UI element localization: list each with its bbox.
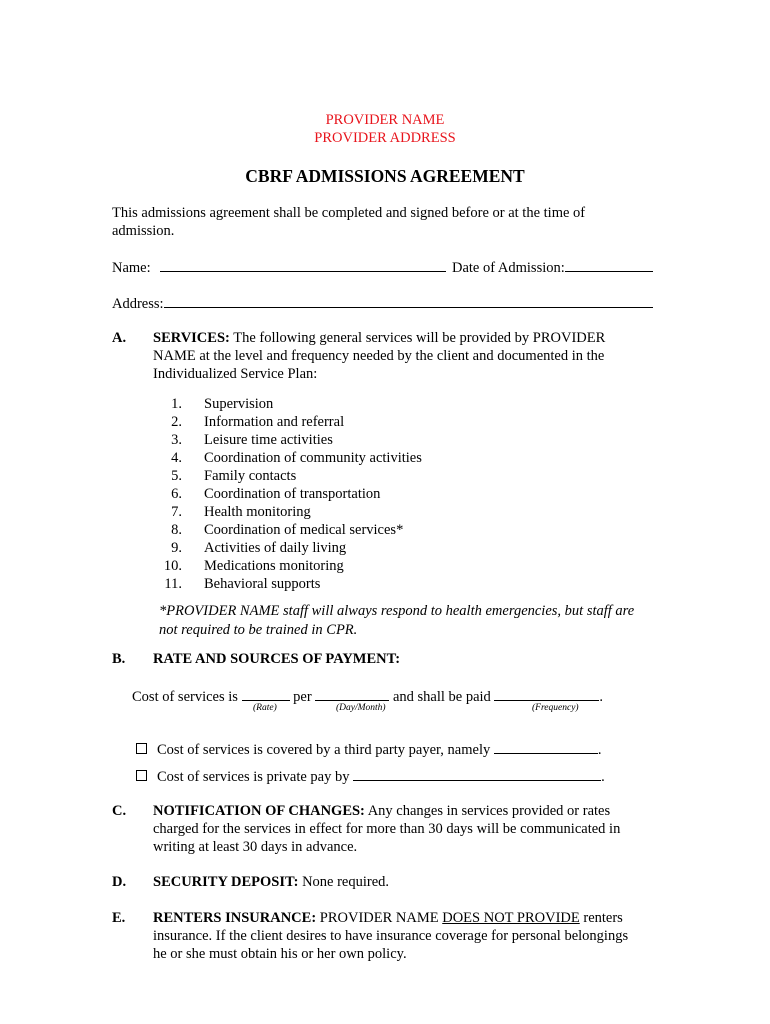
service-item-number: 4. bbox=[171, 450, 182, 466]
day-month-input-line[interactable] bbox=[315, 687, 389, 701]
service-item-label: Activities of daily living bbox=[204, 540, 347, 556]
service-item-number: 5. bbox=[171, 468, 182, 484]
private-pay-option: Cost of services is private pay by . bbox=[136, 767, 605, 786]
service-item bbox=[160, 540, 347, 558]
section-c-text-2: charged for the services in effect for more than 30 days will be communicated in bbox=[153, 821, 621, 837]
section-d-heading: SECURITY DEPOSIT: bbox=[153, 874, 299, 890]
service-item-label: Medications monitoring bbox=[204, 558, 344, 574]
frequency-input-line[interactable] bbox=[494, 687, 599, 701]
rate-input-line[interactable] bbox=[242, 687, 290, 701]
service-item bbox=[160, 414, 345, 432]
service-item-number: 6. bbox=[171, 486, 182, 502]
private-pay-checkbox[interactable] bbox=[136, 770, 147, 781]
section-c-text-3: writing at least 30 days in advance. bbox=[153, 839, 358, 855]
intro-line-2: admission. bbox=[112, 223, 175, 239]
section-c-text-1: Any changes in services provided or rates bbox=[364, 803, 611, 819]
rate-caption: (Rate) bbox=[253, 703, 277, 713]
third-party-checkbox[interactable] bbox=[136, 743, 147, 754]
third-party-label: Cost of services is covered by a third party payer, namely bbox=[157, 742, 494, 758]
service-item bbox=[160, 522, 404, 540]
section-e-text-1a: PROVIDER NAME bbox=[316, 910, 443, 926]
address-field-row bbox=[112, 294, 653, 313]
service-item-number: 7. bbox=[171, 504, 182, 520]
section-a-text-3: Individualized Service Plan: bbox=[153, 366, 318, 382]
section-b-heading: RATE AND SOURCES OF PAYMENT: bbox=[153, 651, 401, 667]
section-a-text-1: The following general services will be provided by PROVIDER bbox=[229, 330, 606, 346]
cpr-note-line-2: not required to be trained in CPR. bbox=[159, 622, 358, 638]
third-party-input-line[interactable] bbox=[494, 740, 598, 754]
service-item-number: 9. bbox=[171, 540, 182, 556]
service-item-label: Family contacts bbox=[204, 468, 297, 484]
section-a-text-2: NAME at the level and frequency needed by the client and documented in the bbox=[153, 348, 605, 364]
service-item-label: Leisure time activities bbox=[204, 432, 333, 448]
section-c-line-1 bbox=[153, 803, 610, 820]
cpr-note-line-1: *PROVIDER NAME staff will always respond to health emergencies, but staff are bbox=[159, 603, 635, 619]
name-label: Name: bbox=[112, 260, 151, 276]
section-d-line bbox=[153, 874, 389, 891]
service-item bbox=[160, 486, 381, 504]
section-c-heading: NOTIFICATION OF CHANGES: bbox=[153, 803, 365, 819]
service-item bbox=[160, 468, 297, 486]
service-item-label: Behavioral supports bbox=[204, 576, 321, 592]
section-c-letter: C. bbox=[112, 803, 127, 819]
third-party-payer-option: Cost of services is covered by a third party payer, namely . bbox=[136, 740, 601, 759]
section-e-line-1 bbox=[153, 910, 623, 927]
does-not-provide-text: DOES NOT PROVIDE bbox=[442, 910, 580, 926]
section-e-text-2: insurance. If the client desires to have insurance coverage for personal belongings bbox=[153, 928, 629, 944]
section-e-text-1b: renters bbox=[579, 910, 623, 926]
service-item-number: 2. bbox=[171, 414, 182, 430]
service-item bbox=[160, 396, 274, 414]
service-item-label: Coordination of community activities bbox=[204, 450, 422, 466]
address-label: Address: bbox=[112, 296, 164, 312]
cost-period: . bbox=[599, 689, 604, 705]
address-input-line[interactable] bbox=[164, 294, 653, 308]
date-field-row bbox=[452, 258, 653, 277]
section-a-heading: SERVICES: bbox=[153, 330, 230, 346]
service-item bbox=[160, 432, 333, 450]
service-item bbox=[160, 558, 344, 576]
intro-line-1: This admissions agreement shall be completed and signed before or at the time of bbox=[112, 205, 586, 221]
service-item-label: Supervision bbox=[204, 396, 274, 412]
service-item-label: Coordination of transportation bbox=[204, 486, 381, 502]
document-title: CBRF ADMISSIONS AGREEMENT bbox=[245, 166, 525, 186]
frequency-caption: (Frequency) bbox=[532, 703, 579, 713]
section-e-text-3: he or she must obtain his or her own policy. bbox=[153, 946, 407, 962]
date-of-admission-input-line[interactable] bbox=[565, 258, 653, 272]
name-input-line[interactable] bbox=[160, 258, 446, 272]
section-a-line-1 bbox=[153, 330, 605, 347]
day-month-caption: (Day/Month) bbox=[336, 703, 386, 713]
section-a-letter: A. bbox=[112, 330, 127, 346]
service-item-number: 8. bbox=[171, 522, 182, 538]
service-item bbox=[160, 450, 422, 468]
service-item-label: Information and referral bbox=[204, 414, 345, 430]
section-d-letter: D. bbox=[112, 874, 127, 890]
service-item-number: 10. bbox=[163, 558, 182, 574]
service-item-label: Coordination of medical services* bbox=[204, 522, 404, 538]
paid-text: and shall be paid bbox=[389, 689, 495, 705]
section-e-letter: E. bbox=[112, 910, 126, 926]
private-pay-input-line[interactable] bbox=[353, 767, 601, 781]
service-item-number: 11. bbox=[164, 576, 182, 592]
name-field-row bbox=[112, 258, 446, 277]
per-text: per bbox=[289, 689, 316, 705]
date-of-admission-label: Date of Admission: bbox=[452, 260, 565, 276]
section-e-heading: RENTERS INSURANCE: bbox=[153, 910, 317, 926]
section-d-text: None required. bbox=[298, 874, 390, 890]
service-item bbox=[160, 576, 321, 594]
provider-name: PROVIDER NAME bbox=[325, 112, 445, 128]
service-item bbox=[160, 504, 311, 522]
private-pay-label: Cost of services is private pay by bbox=[157, 769, 354, 785]
service-item-number: 3. bbox=[171, 432, 182, 448]
service-item-label: Health monitoring bbox=[204, 504, 311, 520]
section-b-letter: B. bbox=[112, 651, 126, 667]
cost-prefix: Cost of services is bbox=[132, 689, 242, 705]
service-item-number: 1. bbox=[171, 396, 182, 412]
provider-address: PROVIDER ADDRESS bbox=[314, 130, 456, 146]
